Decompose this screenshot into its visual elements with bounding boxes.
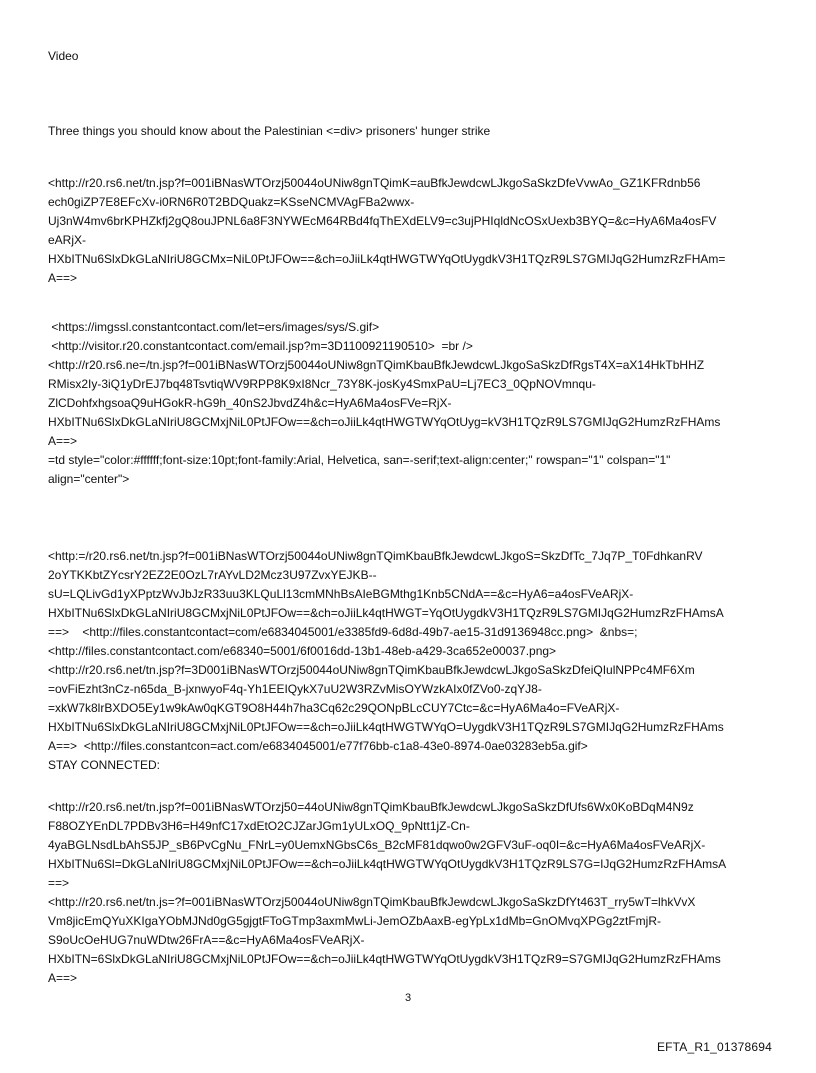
- tracking-link-paragraph-1: <http://r20.rs6.net/tn.jsp?f=001iBNasWTOrzj50044oUNiw8gnTQimK=auBfkJewdcwLJkgoSaSkzDfeVvwAo_GZ1KFRdnb56 ech0giZP7E8EFcXv-i0RN6R0T2BDQuakz=KSseNCMVAgFBa2wwx- Uj3nW4mv6brKPHZkfj2gQ8ouJPNL6a8F3NYWEcM64RBd4fqThEXdELV9=c3ujPHIqldNcOSxUexb3BYQ=&c=HyA6Ma4osFV eARjX- HXbITNu6SlxDkGLaNIriU8GCMx=NiL0PtJFOw==&ch=oJiiLk4qtHWGTWYqOtUygdkV3H1TQzR9LS7GMIJqG2HumzRzFHAm= A==>: [48, 176, 726, 285]
- document-id-stamp: EFTA_R1_01378694: [656, 1040, 772, 1054]
- tracking-link-paragraph-2: <https://imgssl.constantcontact.com/let=ers/images/sys/S.gif> <http://visitor.r20.constantcontact.com/email.jsp?m=3D1100921190510> =br /> <http://r20.rs6.ne=/tn.jsp?f=001iBNasWTOrzj50044oUNiw8gnTQimKbauBfkJewdcwLJkgoSaSkzDfRgsT4X=aX14HkTbHHZ RMisx2Iy-3iQ1yDrEJ7bq48TsvtiqWV9RPP8K9xI8Ncr_73Y8K-josKy4SmxPaU=Lj7EC3_0QpNOVmnqu- ZlCDohfxhgsoaQ9uHGokR-hG9h_40nS2JbvdZ4h&c=HyA6Ma4osFVe=RjX- HXbITNu6SlxDkGLaNIriU8GCMxjNiL0PtJFOw==&ch=oJiiLk4qtHWGTWYqOtUyg=kV3H1TQzR9LS7GMIJqG2HumzRzFHAms A==> =td style="color:#ffffff;font-size:10pt;font-family:Arial, Helvetica, san=-serif;text-align:center;" rowspan="1" colspan="1" align="center">: [48, 320, 721, 486]
- article-title-line: Three things you should know about the Palestinian <=div> prisoners' hunger strike: [48, 124, 491, 138]
- video-heading: Video: [48, 49, 79, 63]
- page-number: 3: [404, 992, 412, 1004]
- tracking-link-paragraph-3: <http:=/r20.rs6.net/tn.jsp?f=001iBNasWTOrzj50044oUNiw8gnTQimKbauBfkJewdcwLJkgoS=SkzDfTc_7Jq7P_T0FdhkanRV 2oYTKKbtZYcsrY2EZ2E0OzL7rAYvLD2Mcz3U97ZvxYEJKB-- sU=LQLivGd1yXPptzWvJbJzR33uu3KLQuLl13cmMNhBsAIeBGMthg1Knb5CNdA==&c=HyA6=a4osFVeARjX- HXbITNu6SlxDkGLaNIriU8GCMxjNiL0PtJFOw==&ch=oJiiLk4qtHWGT=YqOtUygdkV3H1TQzR9LS7GMIJqG2HumzRzFHAmsA ==> <http://files.constantcontact=com/e6834045001/e3385fd9-6d8d-49b7-ae15-31d9136948cc.png> &nbs=; <http://files.constantcontact.com/e68340=5001/6f0016dd-13b1-48eb-a429-3ca652e00037.png> <http://r20.rs6.net/tn.jsp?f=3D001iBNasWTOrzj50044oUNiw8gnTQimKbauBfkJewdcwLJkgoSaSkzDfeiQIulNPPc4MF6Xm =ovFiEzht3nCz-n65da_B-jxnwyoF4q-Yh1EEIQykX7uU2W3RZvMisOYWzkAIx0fZVo0-zqYJ8- =xkW7k8lrBXDO5Ey1w9kAw0qKGT9O8H44h7ha3Cq62c29QONpBLcCUY7Ctc=&c=HyA6Ma4o=FVeARjX- HXbITNu6SlxDkGLaNIriU8GCMxjNiL0PtJFOw==&ch=oJiiLk4qtHWGTWYqO=UygdkV3H1TQzR9LS7GMIJqG2HumzRzFHAms A==> <http://files.constantcon=act.com/e6834045001/e77f76bb-c1a8-43e0-8974-0ae03283eb5a.gif> STAY CONNECTED:: [48, 549, 724, 772]
- tracking-link-paragraph-4: <http://r20.rs6.net/tn.jsp?f=001iBNasWTOrzj50=44oUNiw8gnTQimKbauBfkJewdcwLJkgoSaSkzDfUfs6Wx0KoBDqM4N9z F88OZYEnDL7PDBv3H6=H49nfC17xdEtO2CJZarJGm1yULxOQ_9pNtt1jZ-Cn- 4yaBGLNsdLbAhS5JP_sB6PvCgNu_FNrL=y0UemxNGbsC6s_B2cMF81dqwo0w2GFV3uF-oq0I=&c=HyA6Ma4osFVeARjX- HXbITNu6Sl=DkGLaNIriU8GCMxjNiL0PtJFOw==&ch=oJiiLk4qtHWGTWYqOtUygdkV3H1TQzR9LS7G=IJqG2HumzRzFHAmsA ==> <http://r20.rs6.net/tn.js=?f=001iBNasWTOrzj50044oUNiw8gnTQimKbauBfkJewdcwLJkgoSaSkzDfYt463T_rry5wT=lhkVvX Vm8jicEmQYuXKIgaYObMJNd0gG5gjgtFToGTmp3axmMwLi-JemOZbAaxB-egYpLx1dMb=GnOMvqXPGg2ztFmjR- S9oUcOeHUG7nuWDtw26FrA==&c=HyA6Ma4osFVeARjX- HXbITN=6SlxDkGLaNIriU8GCMxjNiL0PtJFOw==&ch=oJiiLk4qtHWGTWYqOtUygdkV3H1TQzR9=S7GMIJqG2HumzRzFHAms A==>: [48, 800, 727, 985]
